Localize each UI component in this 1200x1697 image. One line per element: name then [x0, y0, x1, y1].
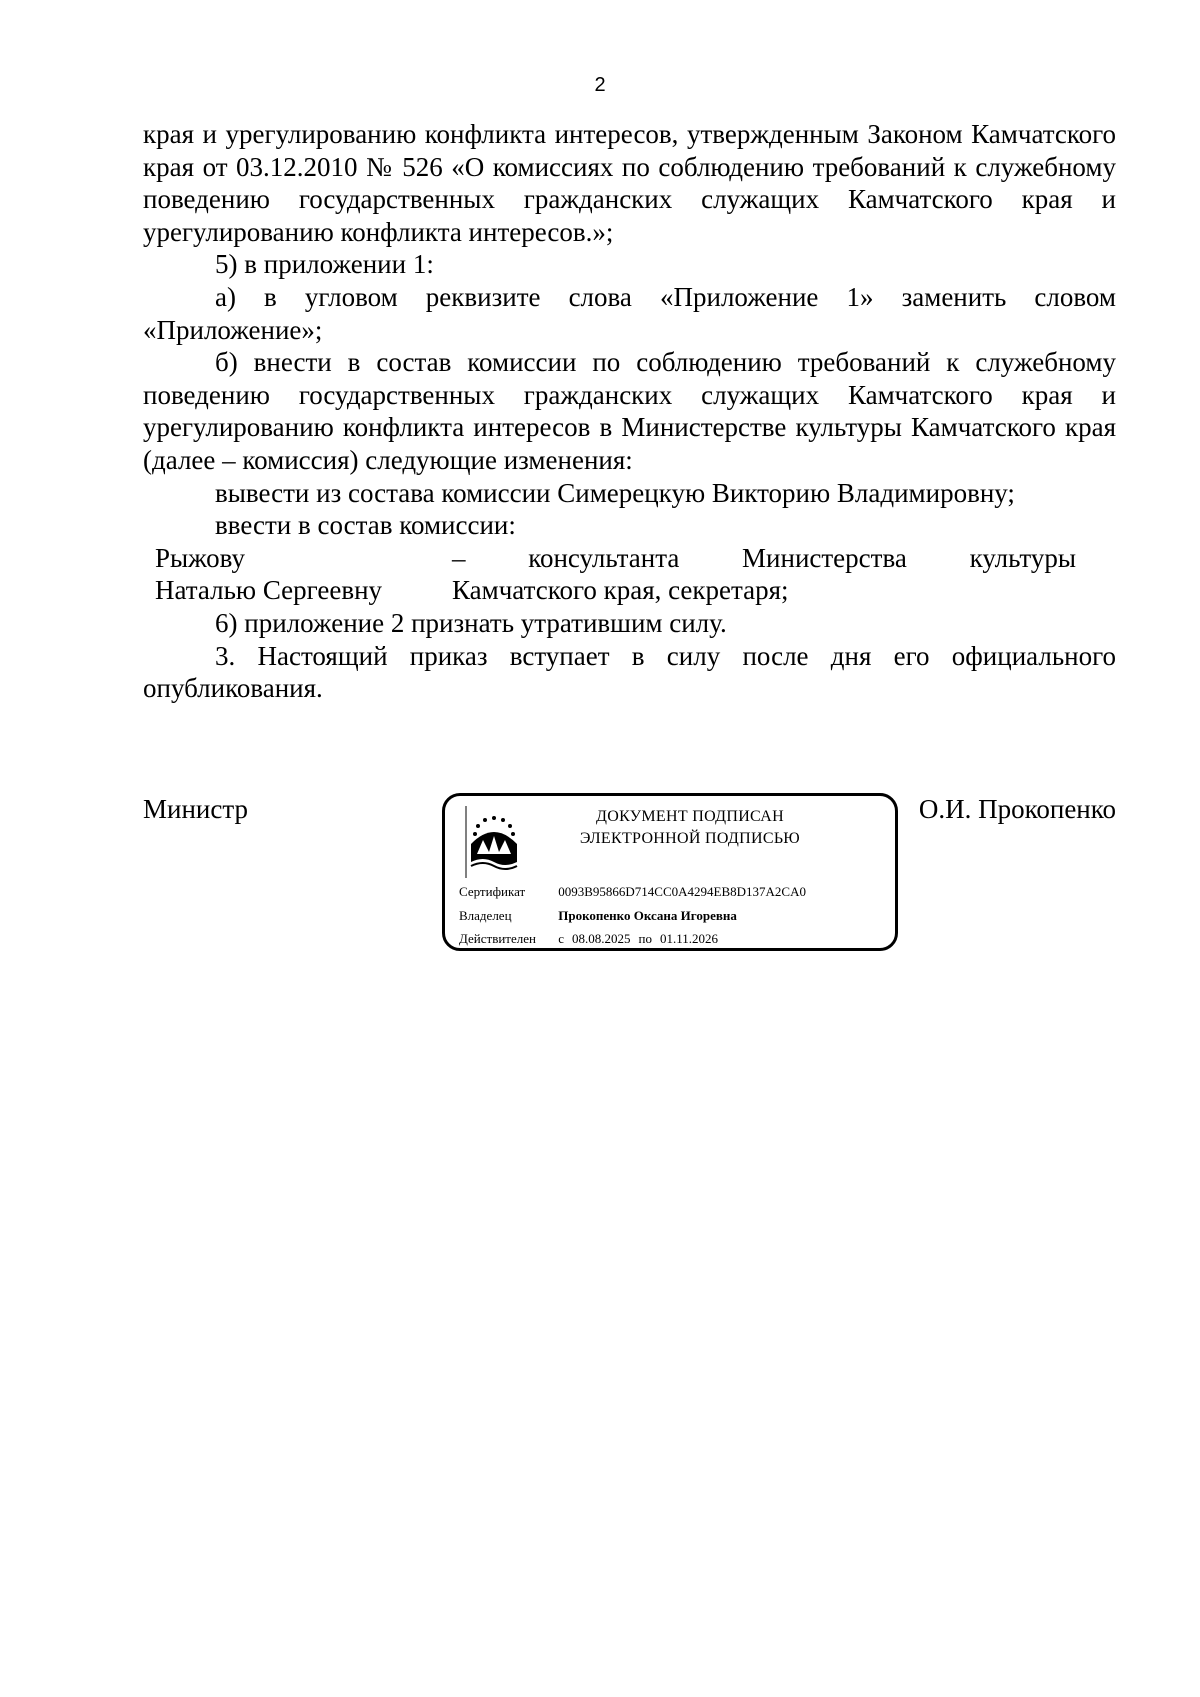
member-role-line1	[452, 542, 1116, 575]
role-word: Министерства	[742, 542, 907, 573]
certificate-label: Сертификат	[459, 884, 526, 899]
signer-position: Министр	[143, 794, 248, 824]
signer-name: О.И. Прокопенко	[918, 794, 1116, 824]
validity-value	[558, 931, 726, 946]
paragraph: 6) приложение 2 признать утратившим силу.	[215, 607, 727, 638]
valid-to-date: 01.11.2026	[660, 931, 719, 946]
dash: –	[452, 542, 466, 573]
member-given-names: Наталью Сергеевну	[155, 575, 383, 606]
paragraph: 5) в приложении 1:	[215, 249, 434, 280]
validity-label: Действителен	[459, 931, 536, 946]
paragraph: вывести из состава комиссии Симерецкую Викторию Владимировну;	[215, 477, 1015, 508]
valid-from-prefix: с	[558, 931, 565, 946]
document-body	[143, 118, 1116, 705]
certificate-value: 0093B95866D714CC0A4294EB8D137A2CA0	[558, 884, 806, 899]
paragraph: ввести в состав комиссии:	[215, 510, 516, 541]
valid-to-prefix: по	[638, 931, 652, 946]
owner-row	[459, 907, 737, 925]
paragraph: а) в угловом реквизите слова «Приложение 1» заменить словом «Приложение»;	[143, 281, 1116, 345]
page-number: 2	[594, 74, 606, 96]
paragraph: края и урегулированию конфликта интересов, утвержденным Законом Камчатского края от 03.12.2010 № 526 «О комиссиях по соблюдению требований к служебному поведению государственных гражданских служащих Камчатского края и урегулированию конфликта интересов.»;	[143, 119, 1116, 247]
paragraph: 3. Настоящий приказ вступает в силу после дня его официального опубликования.	[143, 640, 1116, 704]
paragraph: б) внести в состав комиссии по соблюдению требований к служебному поведению государственных гражданских служащих Камчатского края и урегулированию конфликта интересов в Министерстве культуры Камчатского края (далее – комиссия) следующие изменения:	[143, 347, 1116, 475]
stamp-title-line: ДОКУМЕНТ ПОДПИСАН	[596, 808, 784, 825]
kamchatka-coat-of-arms-icon	[463, 806, 525, 878]
electronic-signature-stamp	[442, 793, 898, 951]
member-surname: Рыжову	[155, 542, 245, 573]
member-role-line2: Камчатского края, секретаря;	[452, 575, 789, 606]
stamp-title-line: ЭЛЕКТРОННОЙ ПОДПИСЬЮ	[579, 830, 801, 847]
signature-block	[0, 793, 1200, 973]
stamp-title	[555, 806, 825, 850]
commission-member-entry	[155, 542, 1116, 607]
role-word: культуры	[969, 542, 1076, 573]
owner-label: Владелец	[459, 908, 512, 923]
valid-from-date: 08.08.2025	[572, 931, 631, 946]
owner-value: Прокопенко Оксана Игоревна	[558, 908, 737, 923]
validity-row	[459, 930, 726, 948]
certificate-row	[459, 883, 806, 901]
role-word: консультанта	[528, 542, 680, 573]
